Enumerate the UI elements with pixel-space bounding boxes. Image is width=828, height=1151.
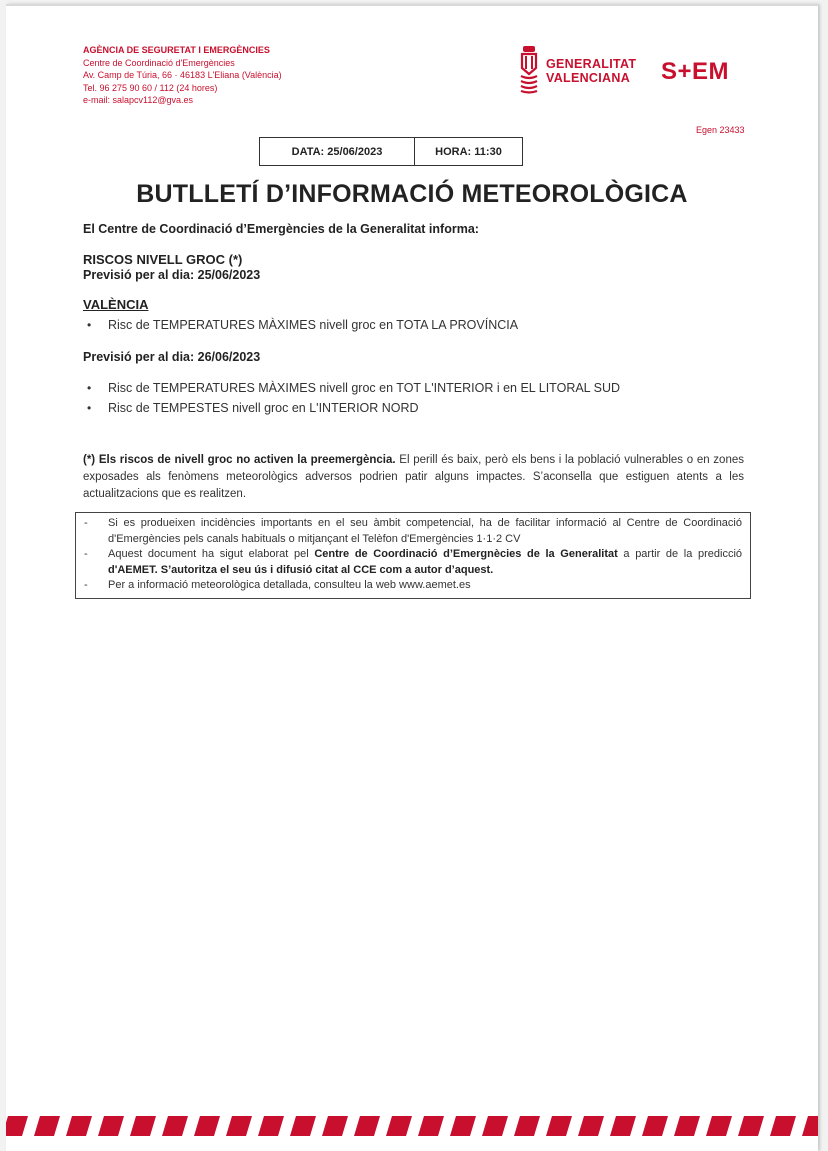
stripe-dash	[450, 1116, 476, 1136]
red-stripe-border	[6, 1116, 818, 1138]
list-item: • Risc de TEMPESTES nivell groc en L'INTERIOR NORD	[83, 398, 620, 418]
stripe-dash	[642, 1116, 668, 1136]
agency-center: Centre de Coordinació d'Emergències	[83, 57, 235, 68]
document-page	[6, 4, 818, 1151]
stripe-dash	[226, 1116, 252, 1136]
stripe-dash	[258, 1116, 284, 1136]
forecast-1-list	[83, 315, 518, 335]
time-cell: HORA: 11:30	[435, 145, 502, 158]
forecast-2-label: Previsió per al dia: 26/06/2023	[83, 350, 261, 364]
agency-address: Av. Camp de Túria, 66 · 46183 L'Eliana (València)	[83, 70, 282, 80]
agency-email: e-mail: salapcv112@gva.es	[83, 95, 194, 105]
stripe-dash	[610, 1116, 636, 1136]
stripe-dash	[290, 1116, 316, 1136]
forecast-1-label: Previsió per al dia: 25/06/2023	[83, 268, 261, 282]
agency-block	[83, 44, 282, 107]
info-item-incidents: - Si es produeixen incidències importants en el seu àmbit competencial, ha de facilitar informació al Centre de Coordinació d'Emergències pels canals habituals o mitjançant el Telèfon d'Emergències 1·1·2 CV	[84, 516, 742, 547]
info-text: a partir de la predicció	[617, 548, 743, 560]
note-bold: (*) Els riscos de nivell groc no activen la preemergència.	[83, 454, 396, 466]
agency-phone: Tel. 96 275 90 60 / 112 (24 hores)	[83, 82, 218, 93]
date-time-box	[259, 137, 523, 166]
stripe-dash	[674, 1116, 700, 1136]
generalitat-logo	[518, 44, 653, 94]
region-heading: VALÈNCIA	[83, 297, 149, 312]
sem-logo: S+EM	[661, 58, 730, 85]
risk-level-heading: RISCOS NIVELL GROC (*)	[83, 252, 243, 267]
info-item-website: - Per a informació meteorològica detallada, consulteu la web www.aemet.es	[84, 578, 742, 594]
stripe-dash	[738, 1116, 764, 1136]
document-reference: Egen 23433	[696, 125, 745, 135]
info-box	[75, 512, 751, 599]
stripe-dash	[418, 1116, 444, 1136]
info-text: Aquest document ha sigut elaborat pel	[108, 548, 315, 560]
generalitat-emblem-icon	[518, 44, 540, 94]
stripe-dash	[354, 1116, 380, 1136]
info-bold: d'AEMET. S’autoritza el seu ús i difusió citat al CCE com a autor d’aquest.	[108, 563, 494, 576]
stripe-dash	[130, 1116, 156, 1136]
info-item-authorship	[84, 547, 742, 578]
stripe-dash	[514, 1116, 540, 1136]
stripe-dash	[482, 1116, 508, 1136]
stripe-dash	[802, 1116, 818, 1136]
note-text: El perill és baix, però els bens i la població vulnerables o en zones exposades als fenòmens meteorològics adversos podrien patir alguns impactes. S’aconsella que estiguen atents a les actualitzacions que es realitzen.	[83, 454, 744, 500]
stripe-dash	[578, 1116, 604, 1136]
stripe-dash	[706, 1116, 732, 1136]
intro-text: El Centre de Coordinació d’Emergències de la Generalitat informa:	[83, 222, 479, 236]
stripe-dash	[162, 1116, 188, 1136]
info-bold: Centre de Coordinació d’Emergnècies de la Generalitat	[314, 548, 618, 560]
logo-line-2: VALENCIANA	[546, 71, 631, 85]
stripe-dash	[6, 1116, 28, 1136]
stripe-dash	[98, 1116, 124, 1136]
stripe-dash	[34, 1116, 60, 1136]
stripe-dash	[386, 1116, 412, 1136]
stripe-dash	[194, 1116, 220, 1136]
page-top-edge	[6, 4, 818, 6]
yellow-level-note	[83, 452, 744, 503]
logo-line-1: GENERALITAT	[546, 57, 637, 71]
forecast-2-list	[83, 378, 620, 418]
stripe-dash	[66, 1116, 92, 1136]
list-item: • Risc de TEMPERATURES MÀXIMES nivell groc en TOTA LA PROVÍNCIA	[83, 315, 518, 335]
generalitat-logo-text	[546, 57, 636, 85]
stripe-dash	[770, 1116, 796, 1136]
bulletin-title: BUTLLETÍ D’INFORMACIÓ METEOROLÒGICA	[136, 180, 688, 208]
stripe-dash	[546, 1116, 572, 1136]
agency-name: AGÈNCIA DE SEGURETAT I EMERGÈNCIES	[83, 45, 270, 55]
date-cell: DATA: 25/06/2023	[260, 138, 415, 165]
stripe-dash	[322, 1116, 348, 1136]
list-item: • Risc de TEMPERATURES MÀXIMES nivell groc en TOT L'INTERIOR i en EL LITORAL SUD	[83, 378, 620, 398]
